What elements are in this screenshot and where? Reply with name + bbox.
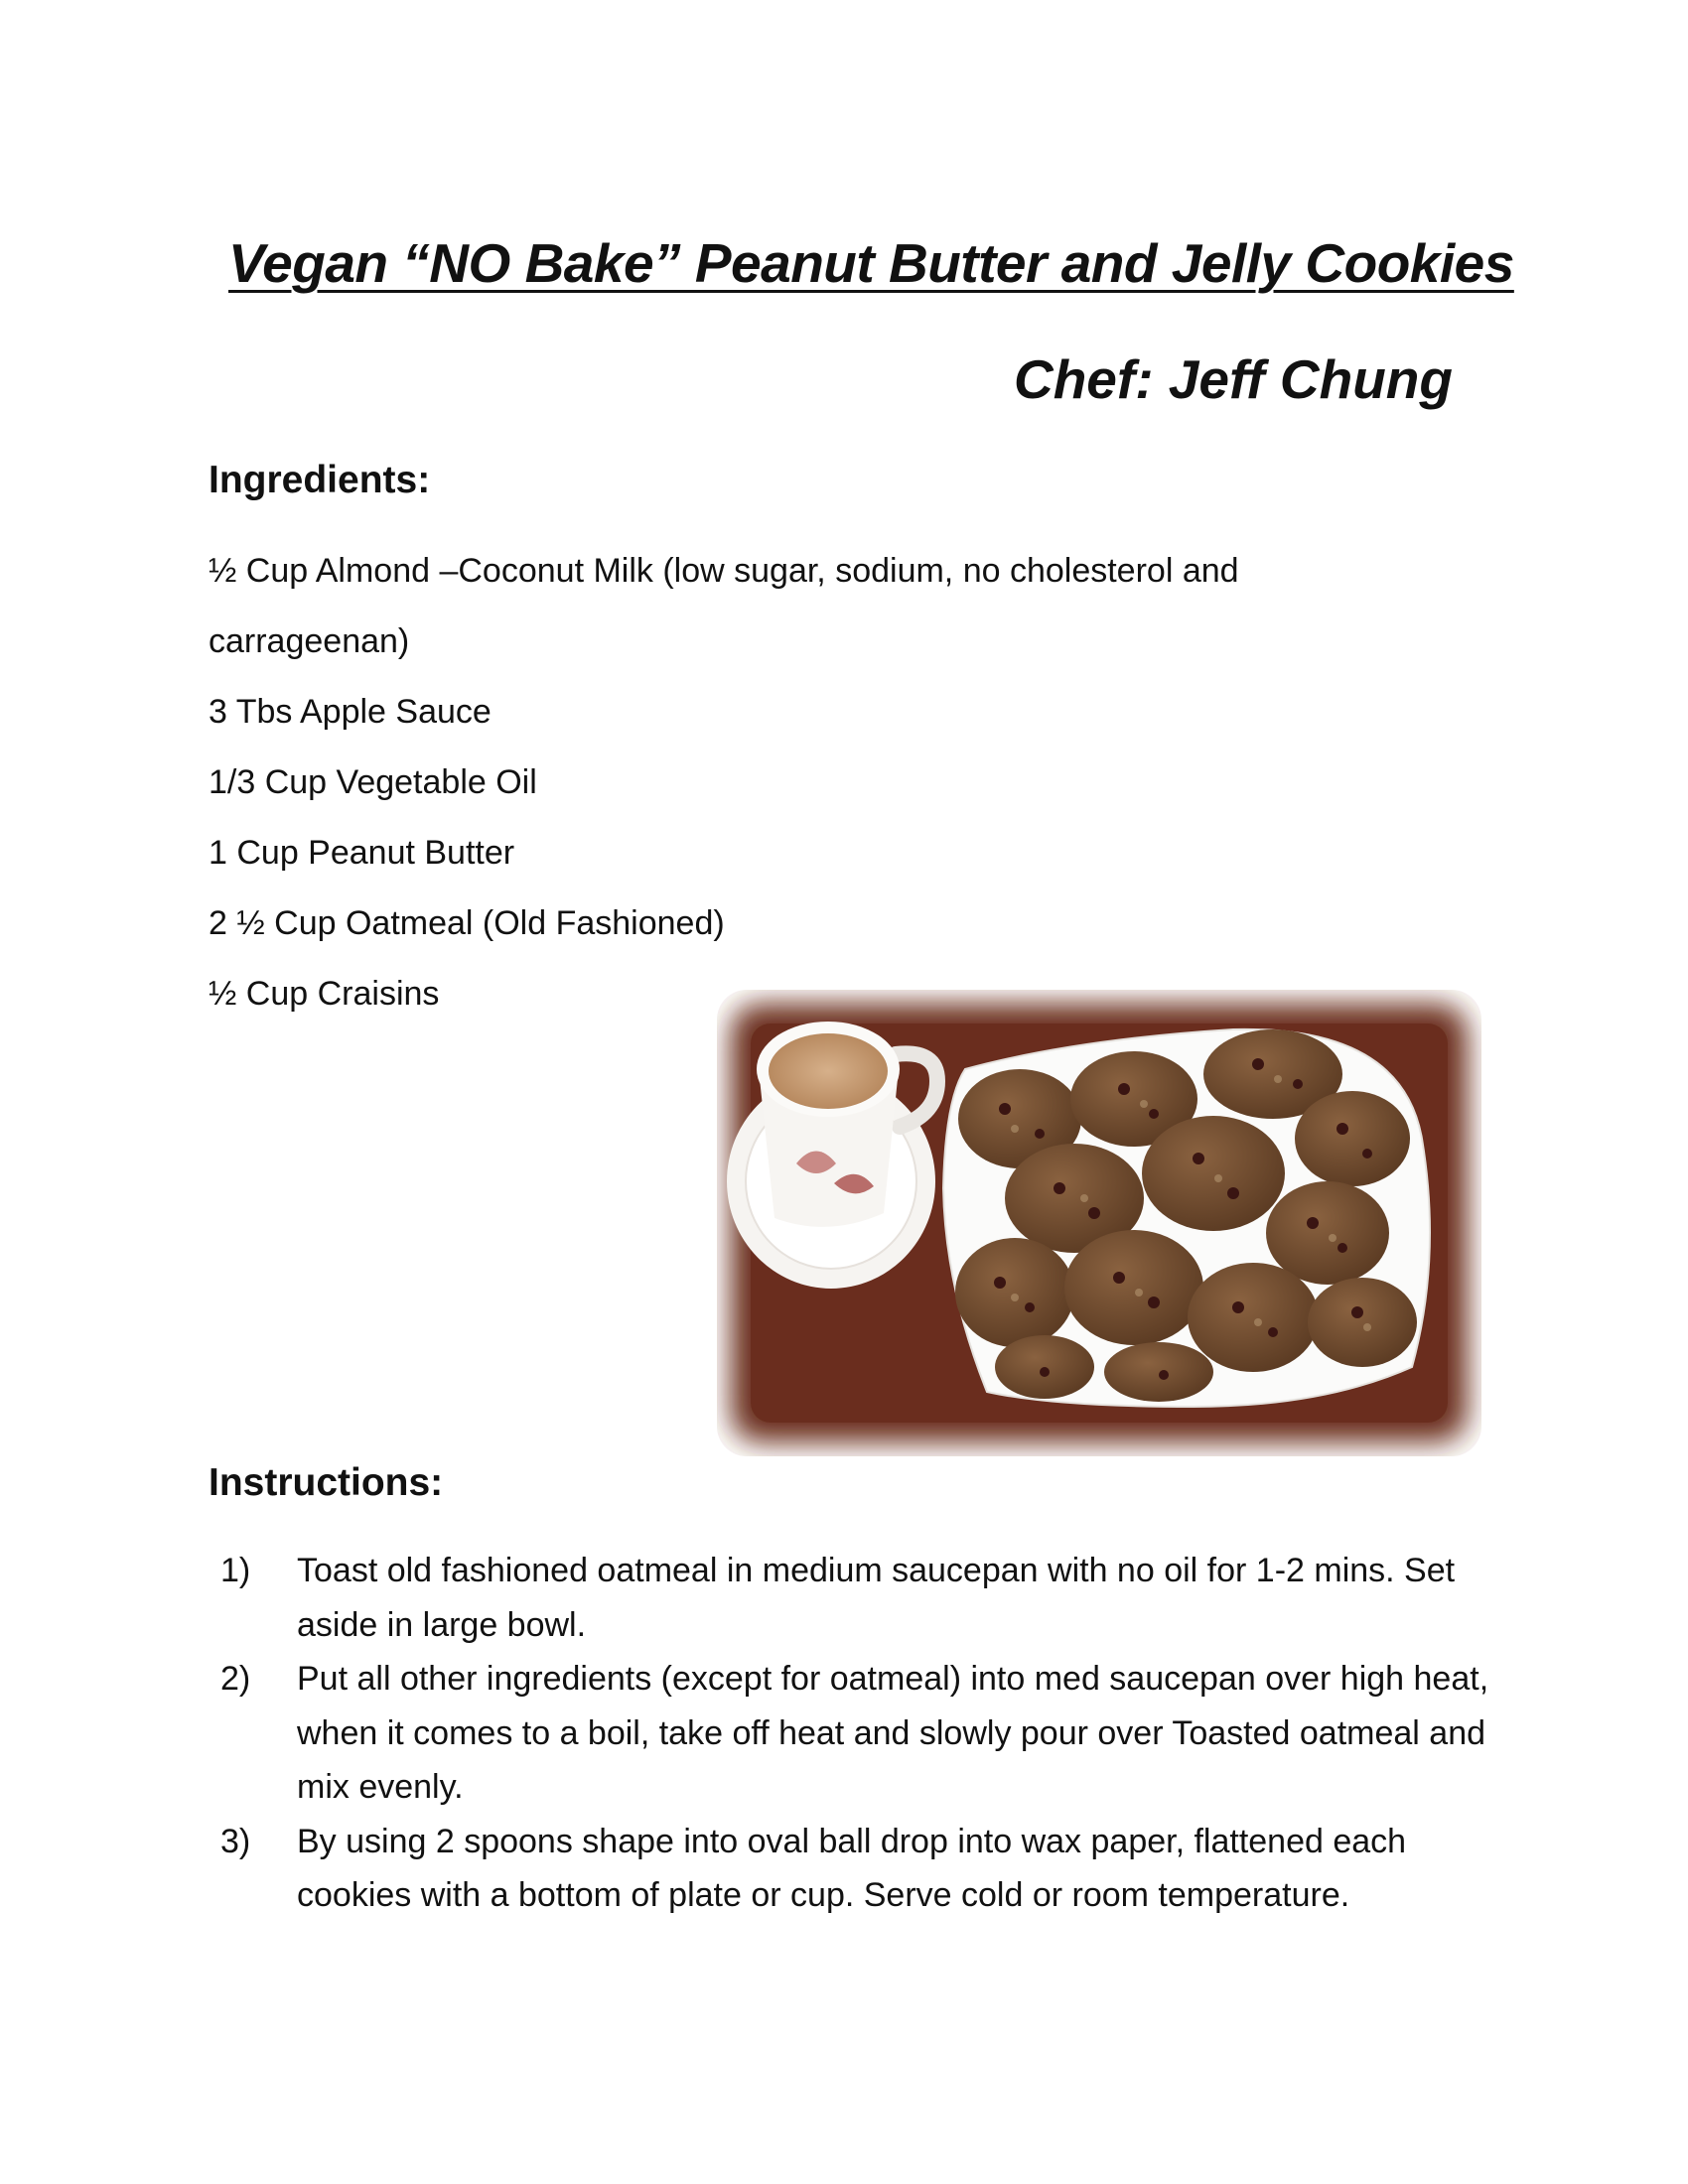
- step-text: By using 2 spoons shape into oval ball drop into wax paper, flattened each cookies with a bottom of plate or cup. Serve cold or room temperature.: [297, 1822, 1407, 1914]
- ingredient-line: 2 ½ Cup Oatmeal (Old Fashioned): [209, 904, 725, 942]
- chef-name: Chef: Jeff Chung: [1013, 348, 1453, 410]
- step-number: 1): [220, 1552, 251, 1589]
- recipe-title: Vegan “NO Bake” Peanut Butter and Jelly Cookies: [228, 232, 1514, 294]
- ingredient-line: 3 Tbs Apple Sauce: [209, 693, 492, 731]
- cookies-and-coffee-photo: [717, 990, 1481, 1456]
- step-text: Put all other ingredients (except for oatmeal) into med saucepan over high heat, when it comes to a boil, take off heat and slowly pour over Toasted oatmeal and mix evenly.: [297, 1660, 1489, 1806]
- ingredient-line: carrageenan): [209, 622, 410, 660]
- ingredient-line: 1 Cup Peanut Butter: [209, 834, 515, 872]
- ingredients-list: [209, 536, 1350, 1029]
- ingredient-line: ½ Cup Almond –Coconut Milk (low sugar, sodium, no cholesterol and: [209, 552, 1239, 590]
- step-text: Toast old fashioned oatmeal in medium saucepan with no oil for 1-2 mins. Set aside in large bowl.: [297, 1552, 1456, 1644]
- ingredients-heading: Ingredients:: [209, 459, 431, 501]
- tea-surface: [769, 1033, 888, 1109]
- ingredient-line: 1/3 Cup Vegetable Oil: [209, 763, 537, 801]
- cookies-photo-illustration: [717, 990, 1481, 1456]
- instruction-step: [209, 1544, 1499, 1652]
- step-number: 3): [220, 1822, 251, 1860]
- instructions-list: [209, 1544, 1499, 1923]
- step-number: 2): [220, 1660, 251, 1698]
- ingredient-line: ½ Cup Craisins: [209, 975, 440, 1013]
- instruction-step: [209, 1815, 1499, 1923]
- instructions-heading: Instructions:: [209, 1461, 444, 1504]
- instruction-step: [209, 1652, 1499, 1815]
